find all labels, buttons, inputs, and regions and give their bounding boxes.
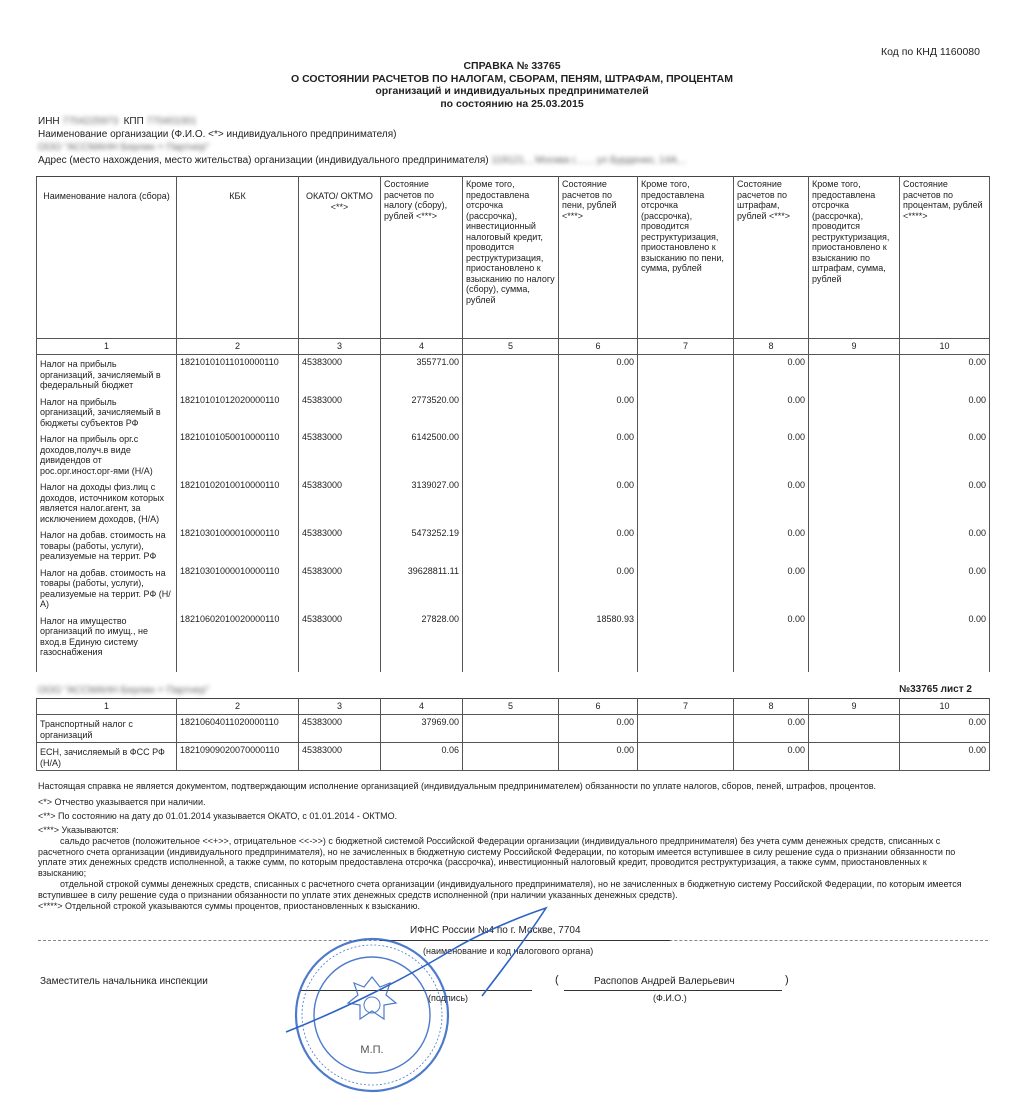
cell-tax: 37969.00: [381, 715, 463, 743]
cell-c7: [638, 564, 734, 612]
name-line: [564, 990, 782, 991]
tax-table-page2: [36, 698, 990, 771]
cell-okato: 45383000: [299, 526, 381, 564]
col-num: 4: [381, 339, 463, 355]
col-num: 4: [381, 699, 463, 715]
cell-pct: 0.00: [900, 355, 990, 393]
cell-name: Налог на добав. стоимость на товары (работы, услуги), реализуемые на террит. РФ (Н/А): [37, 564, 177, 612]
cell-fines: 0.00: [734, 743, 809, 771]
col-num: 7: [638, 339, 734, 355]
cell-c9: [809, 743, 900, 771]
col-num: 8: [734, 699, 809, 715]
cell-c9: [809, 355, 900, 393]
kpp-label: КПП: [123, 116, 144, 127]
cell-c5: [463, 526, 559, 564]
cell-fines: 0.00: [734, 715, 809, 743]
note-3a: сальдо расчетов (положительное <<+>>, отрицательное <<->>) с бюджетной системой Российской Федерации организации (индивидуального предпринимателя) без учета сумм денежных средств, списанных с расчетного счета организации (индивидуального предпринимателя), но не зачисленных в бюджетную систему Российской Федерации, по которым имеется вступившее в силу решение суда о признании обязанности по уплате этих денежных средств исполненной, а также сумм, по которым предоставлена отсрочка (рассрочка), инвестиционный налоговый кредит, проводится реструктуризация, а также сумм, приостановленных к взысканию;: [38, 836, 956, 878]
cell-c9: [809, 526, 900, 564]
address-line: [38, 155, 685, 166]
cell-kbk: 18210301000010000110: [177, 564, 299, 612]
cell-c7: [638, 355, 734, 393]
page2-sheet-label: №33765 лист 2: [898, 684, 972, 695]
cell-fines: 0.00: [734, 355, 809, 393]
col-header-9: Кроме того, предоставлена отсрочка (рассрочка), проводится реструктуризация, приостановлено к взысканию по штрафам, сумма, рублей: [809, 177, 900, 339]
col-header-7: Кроме того, предоставлена отсрочка (рассрочка), проводится реструктуризация, приостановлено к взысканию по пени, сумма, рублей: [638, 177, 734, 339]
cell-name: Транспортный налог с организаций: [37, 715, 177, 743]
note-4: <****> Отдельной строкой указываются суммы процентов, приостановленных к взысканию.: [38, 901, 420, 911]
col-num: 1: [37, 699, 177, 715]
cell-c9: [809, 715, 900, 743]
cell-tax: 39628811.11: [381, 564, 463, 612]
title-line-4: по состоянию на 25.03.2015: [440, 97, 584, 110]
cell-name: Налог на прибыль организаций, зачисляемый в бюджеты субъектов РФ: [37, 393, 177, 431]
cell-fines: 0.00: [734, 612, 809, 672]
col-header-5: Кроме того, предоставлена отсрочка (рассрочка), инвестиционный налоговый кредит, проводится реструктуризация, приостановлено к взысканию по налогу (сбору), сумма, рублей: [463, 177, 559, 339]
cell-c9: [809, 430, 900, 478]
col-header-1: Наименование налога (сбора): [37, 177, 177, 339]
signature-caption: (подпись): [428, 993, 469, 1003]
cell-c5: [463, 612, 559, 672]
cell-okato: 45383000: [299, 393, 381, 431]
cell-pct: 0.00: [900, 478, 990, 526]
cell-kbk: 18210602010020000110: [177, 612, 299, 672]
cell-c5: [463, 715, 559, 743]
col-num: 9: [809, 699, 900, 715]
note-1: <*> Отчество указывается при наличии.: [38, 797, 206, 807]
col-header-10: Состояние расчетов по процентам, рублей <****>: [900, 177, 990, 339]
cell-tax: 2773520.00: [381, 393, 463, 431]
title-line-3: организаций и индивидуальных предпринимателей: [375, 85, 649, 97]
cell-peni: 0.00: [559, 564, 638, 612]
cell-okato: 45383000: [299, 564, 381, 612]
cell-peni: 0.00: [559, 526, 638, 564]
cell-c7: [638, 393, 734, 431]
cell-c7: [638, 430, 734, 478]
cell-c5: [463, 355, 559, 393]
cell-okato: 45383000: [299, 355, 381, 393]
table-row: [37, 478, 990, 526]
col-num: 5: [463, 699, 559, 715]
col-num: 1: [37, 339, 177, 355]
cell-okato: 45383000: [299, 743, 381, 771]
signature-stroke: [286, 908, 546, 1032]
col-header-8: Состояние расчетов по штрафам, рублей <***>: [734, 177, 809, 339]
col-num: 9: [809, 339, 900, 355]
col-header-2: КБК: [177, 177, 299, 339]
col-num: 10: [900, 339, 990, 355]
cell-c9: [809, 478, 900, 526]
column-number-row: [37, 339, 990, 355]
table-row: [37, 612, 990, 672]
col-num: 8: [734, 339, 809, 355]
cell-okato: 45383000: [299, 612, 381, 672]
cell-c5: [463, 743, 559, 771]
col-num: 2: [177, 339, 299, 355]
col-num: 3: [299, 339, 381, 355]
cell-c5: [463, 564, 559, 612]
cell-kbk: 18210101012020000110: [177, 393, 299, 431]
cell-name: ЕСН, зачисляемый в ФСС РФ (Н/А): [37, 743, 177, 771]
org-name-value: [38, 142, 209, 153]
cell-c7: [638, 715, 734, 743]
cell-name: Налог на добав. стоимость на товары (работы, услуги), реализуемые на террит. РФ: [37, 526, 177, 564]
cell-c9: [809, 564, 900, 612]
cell-c5: [463, 430, 559, 478]
cell-name: Налог на доходы физ.лиц с доходов, источником которых является налог.агент, за исключением доходов, (Н/А): [37, 478, 177, 526]
cell-tax: 3139027.00: [381, 478, 463, 526]
cell-c7: [638, 478, 734, 526]
org-name-text: ООО "АССМАНН Берлин + Партнер": [38, 142, 210, 153]
inn-value: 7704225973: [62, 116, 119, 127]
cell-peni: 0.00: [559, 478, 638, 526]
document-title: [0, 60, 1024, 110]
note-2: <**> По состоянию на дату до 01.01.2014 указывается ОКАТО, с 01.01.2014 - ОКТМО.: [38, 811, 398, 821]
cell-fines: 0.00: [734, 430, 809, 478]
signature-scribble-icon: [282, 900, 562, 1040]
cell-kbk: 18210102010010000110: [177, 478, 299, 526]
cell-pct: 0.00: [900, 612, 990, 672]
note-3b: отдельной строкой суммы денежных средств, списанных с расчетного счета организации (индивидуального предпринимателя), но не зачисленных в бюджетную систему Российской Федерации, по которым имеется вступившее в силу решение суда о признании обязанности по уплате этих денежных средств исполненной (при наличии указанных денежных средств).: [38, 879, 962, 900]
table-header-row: [37, 177, 990, 339]
col-header-4: Состояние расчетов по налогу (сбору), рублей <***>: [381, 177, 463, 339]
cell-fines: 0.00: [734, 393, 809, 431]
org-name-label: Наименование организации (Ф.И.О. <*> индивидуального предпринимателя): [38, 129, 397, 140]
cell-peni: 0.00: [559, 715, 638, 743]
cell-pct: 0.00: [900, 393, 990, 431]
kpp-value: 770401001: [146, 116, 197, 127]
tax-table-page1: [36, 176, 990, 672]
authority-caption: (наименование и код налогового органа): [423, 946, 594, 956]
cell-peni: 0.00: [559, 355, 638, 393]
cell-name: Налог на имущество организаций по имущ., не вход.в Единую систему газоснабжения: [37, 612, 177, 672]
cell-tax: 5473252.19: [381, 526, 463, 564]
inn-kpp-line: [38, 116, 197, 127]
address-value: 119121, , Москва г, , , , ул Бурденко, 14А, ,: [491, 155, 686, 166]
signer-position: Заместитель начальника инспекции: [40, 976, 208, 987]
cell-c5: [463, 478, 559, 526]
cell-c7: [638, 526, 734, 564]
table-row: [37, 430, 990, 478]
cell-kbk: 18210101050010000110: [177, 430, 299, 478]
cell-okato: 45383000: [299, 430, 381, 478]
cell-tax: 355771.00: [381, 355, 463, 393]
page2-org-text: ООО "АССМАНН Берлин + Партнер": [38, 685, 210, 696]
knd-code: Код по КНД 1160080: [880, 46, 980, 58]
cell-tax: 0.06: [381, 743, 463, 771]
name-open-paren: (: [555, 974, 559, 986]
table-row: [37, 526, 990, 564]
col-header-6: Состояние расчетов по пени, рублей <***>: [559, 177, 638, 339]
inn-label: ИНН: [38, 116, 60, 127]
column-number-row: [37, 699, 990, 715]
cell-okato: 45383000: [299, 478, 381, 526]
cell-kbk: 18210909020070000110: [177, 743, 299, 771]
note-3-head: <***> Указываются:: [38, 825, 119, 835]
col-num: 10: [900, 699, 990, 715]
cell-peni: 0.00: [559, 393, 638, 431]
cell-name: Налог на прибыль организаций, зачисляемый в федеральный бюджет: [37, 355, 177, 393]
table-row: [37, 715, 990, 743]
cell-kbk: 18210301000010000110: [177, 526, 299, 564]
cell-pct: 0.00: [900, 743, 990, 771]
cell-pct: 0.00: [900, 564, 990, 612]
table-row: [37, 393, 990, 431]
cell-peni: 18580.93: [559, 612, 638, 672]
col-num: 5: [463, 339, 559, 355]
cell-peni: 0.00: [559, 743, 638, 771]
cell-c7: [638, 612, 734, 672]
table-row: [37, 355, 990, 393]
cell-peni: 0.00: [559, 430, 638, 478]
col-num: 7: [638, 699, 734, 715]
col-num: 3: [299, 699, 381, 715]
col-num: 2: [177, 699, 299, 715]
col-num: 6: [559, 699, 638, 715]
cell-kbk: 18210604011020000110: [177, 715, 299, 743]
cell-pct: 0.00: [900, 715, 990, 743]
cell-tax: 27828.00: [381, 612, 463, 672]
col-num: 6: [559, 339, 638, 355]
page2-org-name: [38, 685, 209, 696]
cell-fines: 0.00: [734, 526, 809, 564]
table-row: [37, 743, 990, 771]
col-header-3: ОКАТО/ ОКТМО <**>: [299, 177, 381, 339]
cell-pct: 0.00: [900, 526, 990, 564]
cell-name: Налог на прибыль орг.с доходов,получ.в виде дивидендов от рос.орг.иност.орг-ями (Н/А): [37, 430, 177, 478]
table-row: [37, 564, 990, 612]
cell-fines: 0.00: [734, 478, 809, 526]
cell-tax: 6142500.00: [381, 430, 463, 478]
signer-name: Распопов Андрей Валерьевич: [594, 976, 735, 987]
authority-name: ИФНС России №4 по г. Москве, 7704: [410, 925, 581, 936]
title-line-2: О СОСТОЯНИИ РАСЧЕТОВ ПО НАЛОГАМ, СБОРАМ, ПЕНЯМ, ШТРАФАМ, ПРОЦЕНТАМ: [290, 72, 733, 85]
name-close-paren: ): [785, 974, 789, 986]
cell-c7: [638, 743, 734, 771]
address-label: Адрес (место нахождения, место жительства) организации (индивидуального предпринимателя): [38, 155, 489, 166]
disclaimer: Настоящая справка не является документом, подтверждающим исполнение организацией (индивидуальным предпринимателем) обязанности по уплате налогов, сборов, пеней, штрафов, процентов.: [38, 781, 877, 791]
cell-kbk: 18210101011010000110: [177, 355, 299, 393]
stamp-label: М.П.: [360, 1044, 384, 1056]
title-line-1: СПРАВКА № 33765: [463, 60, 561, 72]
cell-c9: [809, 612, 900, 672]
cell-pct: 0.00: [900, 430, 990, 478]
cell-fines: 0.00: [734, 564, 809, 612]
name-caption: (Ф.И.О.): [653, 993, 687, 1003]
cell-c5: [463, 393, 559, 431]
cell-okato: 45383000: [299, 715, 381, 743]
cell-c9: [809, 393, 900, 431]
